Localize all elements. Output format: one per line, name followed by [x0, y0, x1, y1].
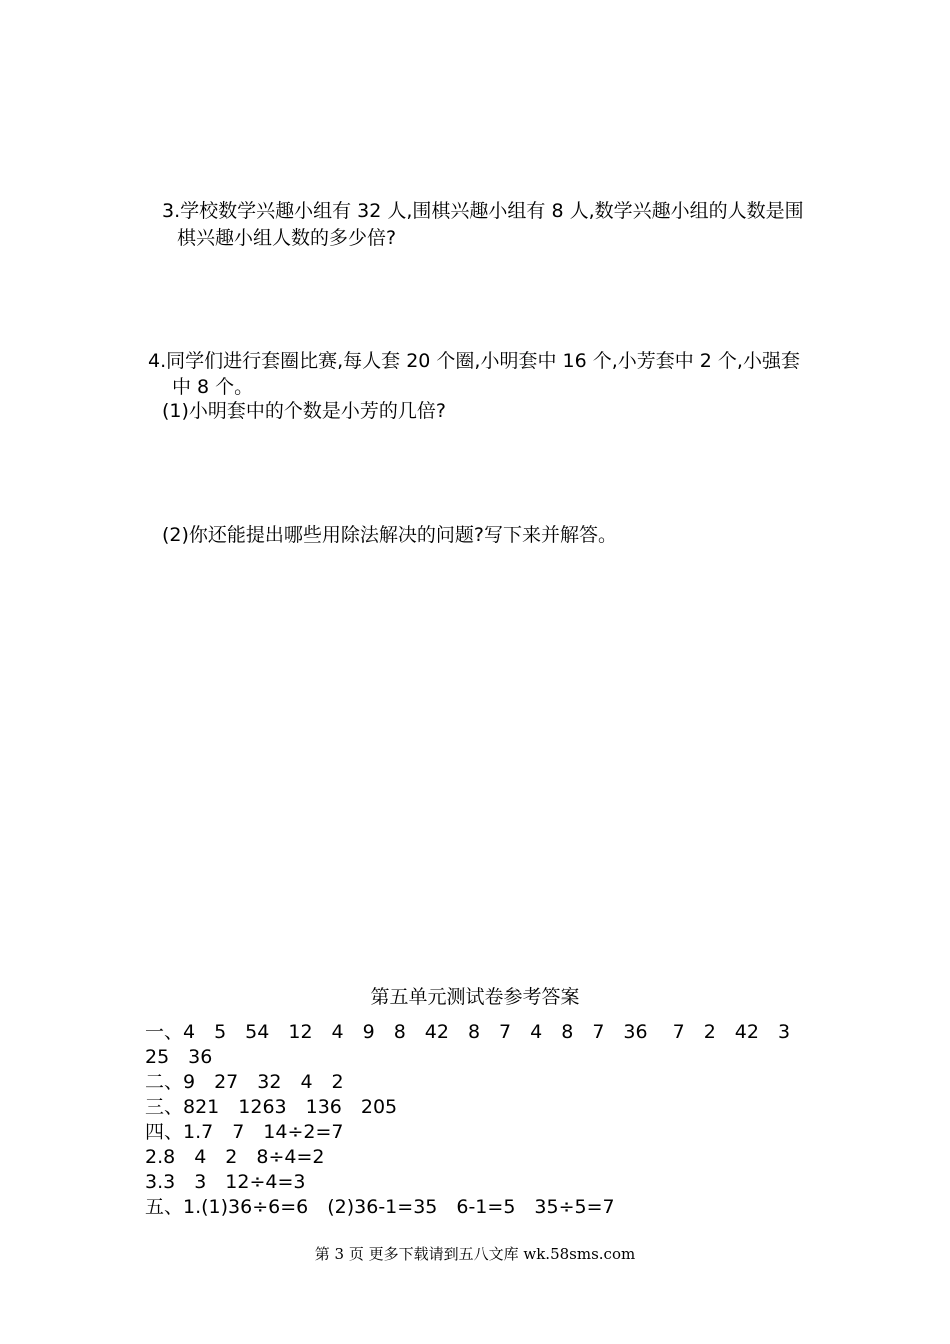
question-4-line-2: 中 8 个。: [172, 376, 254, 398]
question-4-sub-1: (1)小明套中的个数是小芳的几倍?: [162, 400, 446, 422]
page-footer: 第 3 页 更多下载请到五八文库 wk.58sms.com: [314, 1245, 636, 1263]
answer-line: 2.8 4 2 8÷4=2: [145, 1146, 325, 1168]
question-3-line-1: 3.学校数学兴趣小组有 32 人,围棋兴趣小组有 8 人,数学兴趣小组的人数是围: [162, 200, 804, 222]
question-4-line-1: 4.同学们进行套圈比赛,每人套 20 个圈,小明套中 16 个,小芳套中 2 个,小强套: [148, 350, 800, 372]
question-4-sub-2: (2)你还能提出哪些用除法解决的问题?写下来并解答。: [162, 524, 617, 546]
answer-line: 25 36: [145, 1046, 213, 1068]
answer-line: 五、1.(1)36÷6=6 (2)36-1=35 6-1=5 35÷5=7: [145, 1196, 615, 1218]
answer-line: 三、821 1263 136 205: [145, 1096, 398, 1118]
question-3-line-2: 棋兴趣小组人数的多少倍?: [177, 227, 397, 249]
answers-title: 第五单元测试卷参考答案: [370, 986, 580, 1008]
answer-line: 一、4 5 54 12 4 9 8 42 8 7 4 8 7 36 7 2 42 3: [145, 1021, 791, 1043]
answer-line: 四、1.7 7 14÷2=7: [145, 1121, 344, 1143]
answer-line: 3.3 3 12÷4=3: [145, 1171, 306, 1193]
answer-line: 二、9 27 32 4 2: [145, 1071, 344, 1093]
